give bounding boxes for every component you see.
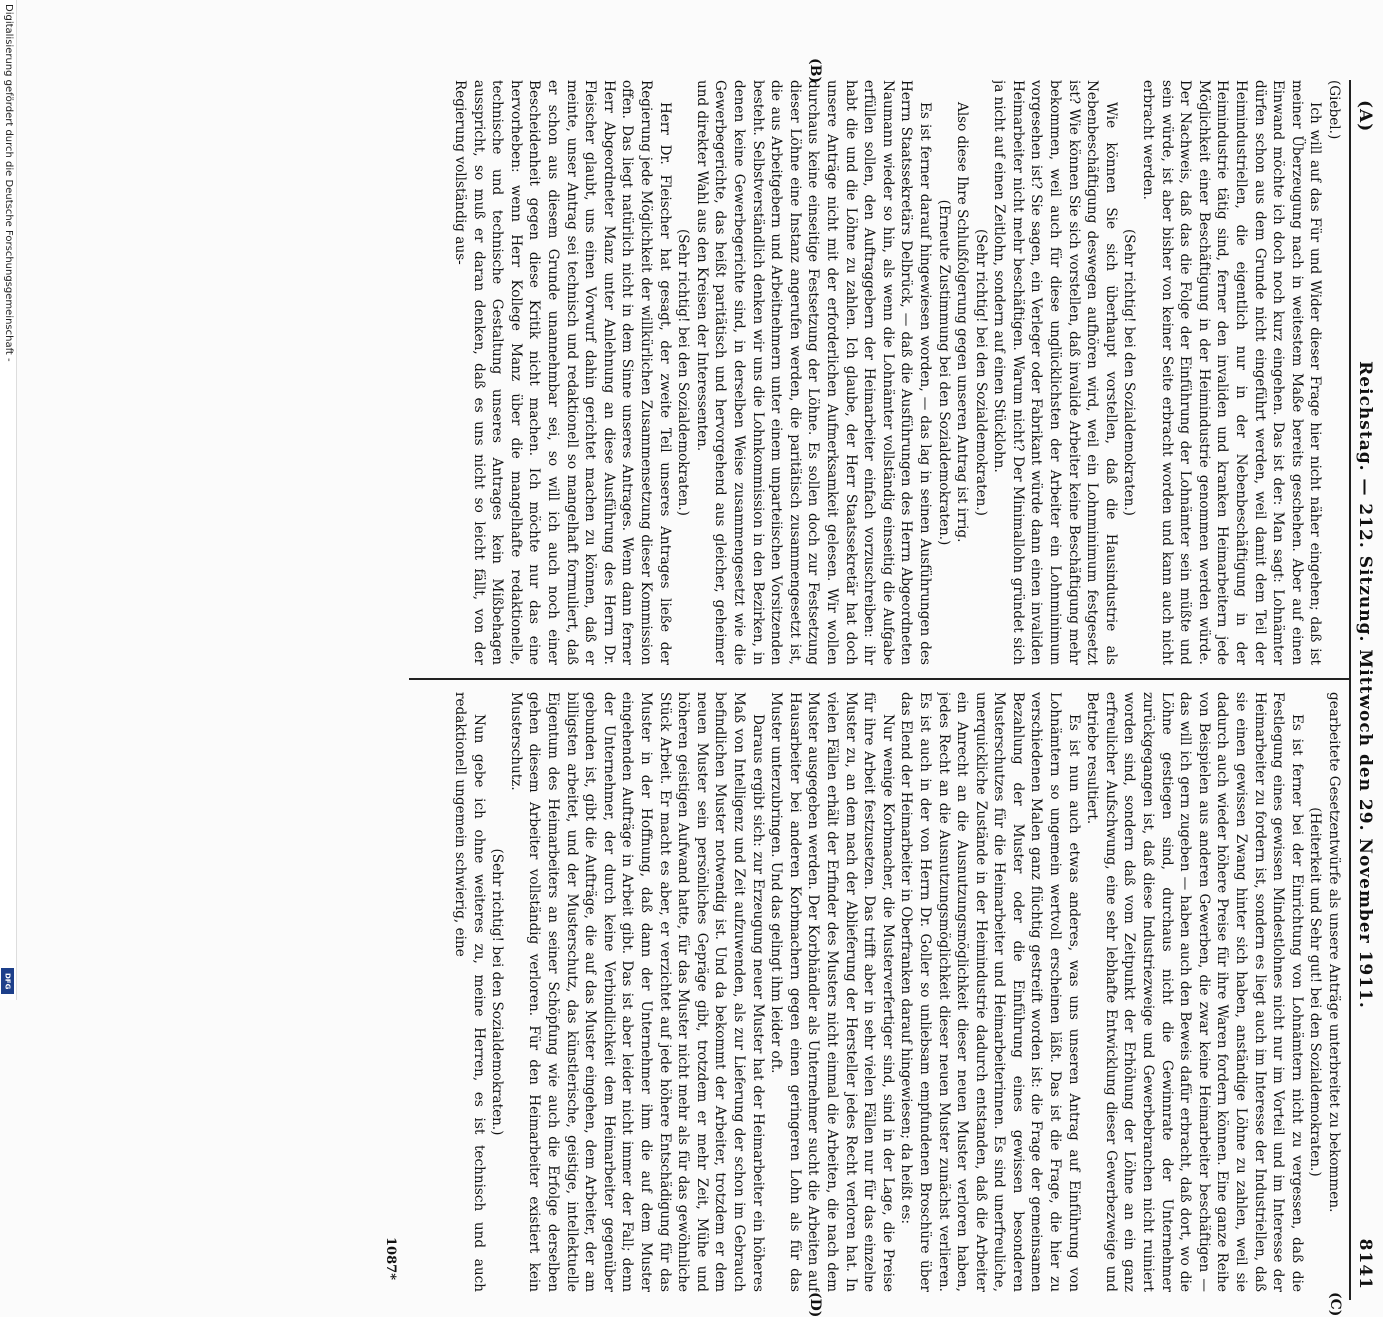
header-title: Reichstag. — 212. Sitzung. Mittwoch den 29. November 1911. <box>1355 361 1375 1009</box>
page-content <box>383 58 1383 1317</box>
column-divider <box>409 678 1349 680</box>
paragraph: Es ist ferner darauf hingewiesen worden, — das lag in seinen Ausführungen des Herrn Staatssekretärs Delbrück, — daß die Ausführungen des Herrn Abgeordneten Naumann wieder so hin, als wenn die Lohnämter vollständig einseitig die Aufgabe erfüllen sollen, den Auftraggebern der Heimarbeiter einfach vorzuschreiben: ihr habt die und die Löhne zu zahlen. Ich glaube, der Herr Staatssekretär hat doch unsere Anträge nicht mit der erforderlichen Aufmerksamkeit gelesen. Wir wollen durchaus keine einseitige Festsetzung der Löhne. Es sollen doch zur Festsetzung dieser Löhne eine Instanz angerufen werden, die paritätisch zusammengesetzt ist, die aus Arbeitgebern und Arbeitnehmern unter einem unparteiischen Vorsitzenden besteht. Selbstverständlich denken wir uns die Lohnkommission in den Bezirken, in denen keine Gewerbegerichte sind, in derselben Weise zusammengesetzt wie die Gewerbegerichte, das heißt paritätisch und hervorgehend aus gleicher, geheimer und direkter Wahl aus den Kreisen der Interessenten. <box>693 80 933 665</box>
paragraph: Wie können Sie sich überhaupt vorstellen, daß die Hausindustrie als Nebenbeschäftigung deswegen aufhören wird, weil ein Lohnminimum festgesetzt ist? Wie können Sie sich vorstellen, daß invalide Arbeiter keine Beschäftigung mehr bekommen, weil auch für diese unglücklichsten der Arbeiter ein Lohnminimum vorgesehen ist? Sie sagen, ein Verleger oder Fabrikant würde dann einen invaliden Heimarbeiter nicht mehr beschäftigen. Warum nicht? Der Minimallohn gründet sich ja nicht auf einen Zeitlohn, sondern auf einen Stücklohn. <box>991 80 1119 665</box>
dfg-logo-icon: DFG <box>1 968 14 994</box>
paragraph: Herr Dr. Fleischer hat gesagt, der zweite Teil unseres Antrages ließe der Regierung jede Möglichkeit der willkürlichen Zusammensetzung dieser Kommission offen. Das liegt natürlich nicht in dem Sinne unseres Antrages. Wenn dann ferner Herr Abgeordneter Manz unter Anlehnung an diese Ausführung des Herrn Dr. Fleischer glaubt, uns einen Vorwurf dahin gerichtet machen zu können, daß er meinte, unser Antrag sei technisch und redaktionell so mangelhaft formuliert, daß er schon aus diesem Grunde unannehmbar sei, so will ich auch noch einer Bescheidenheit gegen diese Kritik nicht machen. Ich möchte nur das eine hervorheben: wenn Herr Kollege Manz über die mangelhafte redaktionelle, technische und technische Gestaltung unseres Antrages kein Mißbehagen ausspricht, so muß er daran denken, daß es uns nicht so leicht fällt, von der Regierung vollständig aus- <box>452 80 673 665</box>
margin-marker-d: (D) <box>807 1292 823 1317</box>
paragraph: Also diese Ihre Schlußfolgerung gegen unseren Antrag ist irrig. <box>954 102 971 543</box>
paragraph: (Sehr richtig! bei den Sozialdemokraten.) <box>1121 229 1138 516</box>
margin-marker-a: (A) <box>1355 100 1375 133</box>
paragraph: Daraus ergibt sich: zur Erzeugung neuer Muster hat der Heimarbeiter ein höheres Maß von Intelligenz und Zeit aufzuwenden, als zur Lieferung der schon im Gebrauch befindlichen Muster notwendig ist. Und da bekommt der Arbeiter, trotzdem er dem neuen Muster sein persönliches Gepräge gibt, trotzdem er mehr Zeit, Mühe und höheren geistigen Aufwand hatte, für das Muster nicht mehr als für das gewöhnliche Stück Arbeit. Er macht es aber, er verzichtet auf jede höhere Entschädigung für das Muster in der Hoffnung, daß dann der Unternehmer ihm die auf dem Muster eingehenden Aufträge in Arbeit gibt. Das ist aber leider nicht immer der Fall; denn der Unternehmer, der durch keine Verbindlichkeit dem Heimarbeiter gegenüber gebunden ist, gibt die Aufträge, die auf das Muster eingehen, dem Arbeiter, der am billigsten arbeitet, und der Musterschutz, das künstlerische, geistige, intellektuelle Eigentum des Heimarbeiters an seiner Schöpfung wie auch die Erfolge derselben gehen diesem Arbeiter vollständig verloren. Für den Heimarbeiter existiert kein Musterschutz. <box>507 692 766 1292</box>
left-column <box>403 80 1343 665</box>
paragraph: gearbeitete Gesetzentwürfe als unsere Anträge unterbreitet zu bekommen. <box>1326 692 1342 1213</box>
paragraph: Es ist ferner bei der Einrichtung von Lohnämtern nicht zu vergessen, daß die Festlegung eines gewissen Mindestlohnes nicht nur im Vorteil und im Interesse der Heimarbeiter zu fordern ist, sondern es liegt auch im Interesse der Industriellen, daß sie einen gewissen Zwang hinter sich haben, anständige Löhne zu zahlen, weil sie dadurch auch wieder höhere Preise für ihre Waren fordern können. Eine ganze Reihe von Beispielen aus anderen Gewerben, die zwar keine Heimarbeiter beschäftigen — das will ich gern zugeben — haben auch den Beweis dafür erbracht, daß dort, wo die Löhne gestiegen sind, durchaus nicht die Gewinnrate der Unternehmer zurückgegangen ist, daß diese Industriezweige und Gewerbebranchen nicht ruiniert worden sind, sondern daß vom Zeitpunkt der Erhöhung der Löhne an ein ganz erfreulicher Aufschwung, eine sehr lebhafte Entwicklung dieser Gewerbezweige und Betriebe resultiert. <box>1084 692 1305 1292</box>
paragraph: (Sehr richtig! bei den Sozialdemokraten.) <box>489 848 506 1136</box>
margin-marker-b: (B) <box>807 58 823 84</box>
page-header <box>1353 60 1375 1310</box>
paragraph: Nur wenige Korbmacher, die Musterverfertiger sind, sind in der Lage, die Preise für ihre Arbeit festzusetzen. Das trifft aber in sehr vielen Fällen nur für das einzelne Muster zu, an dem nach der Ablieferung der Hersteller jedes Recht verloren hat. In vielen Fällen erhält der Erfinder des Musters nicht einmal die Arbeiten, die nach dem Muster ausgegeben werden. Der Korbhändler als Unternehmer sucht die Arbeiten auf Hausarbeiter bei anderen Korbmachern gegen einen geringeren Lohn als für das Muster unterzubringen. Und das gelingt ihm leider oft. <box>768 692 896 1292</box>
page-footer: 1087* <box>383 1237 398 1280</box>
paragraph: (Sehr richtig! bei den Sozialdemokraten.) <box>972 229 989 516</box>
paragraph: (Sehr richtig! bei den Sozialdemokraten.) <box>675 229 692 516</box>
header-rule <box>1349 80 1351 1300</box>
paragraph: Ich will auf das Für und Wider dieser Frage hier nicht näher eingehen; daß ist meiner Überzeugung nach in weitestem Maße bereits geschehen. Aber auf einen Einwand möchte ich doch noch kurz eingehen. Das ist der: Man sagt: Lohnämter dürfen schon aus dem Grunde nicht eingeführt werden, weil damit dem Teil der Heimindustriellen, die eigentlich nur in der Nebenbeschäftigung in der Heimindustrie tätig sind, ferner den invaliden und kranken Heimarbeitern jede Möglichkeit einer Beschäftigung in der Heimindustrie genommen werden würde. Der Nachweis, daß das die Folge der Einführung der Lohnämter sein müßte und sein würde, ist aber bisher von keiner Seite erbracht worden und kann auch nicht erbracht werden. <box>1140 80 1324 665</box>
right-column <box>403 692 1343 1292</box>
margin-marker-c: (C) <box>1327 1292 1343 1317</box>
paragraph: (Heiterkeit und Sehr gut! bei den Sozialdemokraten.) <box>1307 807 1324 1177</box>
paragraph: (Erneute Zustimmung bei den Sozialdemokraten.) <box>935 199 952 546</box>
paragraph: (Giebel.) <box>1326 80 1342 140</box>
paragraph: Es ist nun auch etwas anderes, was uns unseren Antrag auf Einführung von Lohnämtern so ungemein wertvoll erscheinen läßt. Das ist die Frage, die hier zu verschiedenen Malen ganz flüchtig gestreift worden ist: die Frage der gemeinsamen Bezahlung der Muster oder die Einführung eines gewissen besonderen Musterschutzes für die Heimarbeiter und Heimarbeiterinnen. Es sind unerfreuliche, unerquickliche Zustände in der Heimindustrie dadurch entstanden, daß die Arbeiter ein Anrecht an die Ausnutzungsmöglichkeit dieser neuen Muster verloren haben, jedes Recht an die Ausnutzungsmöglichkeit dieser neuen Muster zunächst verlieren. Es ist auch in der von Herrn Dr. Goller so unliebsam empfundenen Broschüre über das Elend der Heimarbeiter in Oberfranken darauf hingewiesen; da heißt es: <box>898 692 1082 1292</box>
digitization-credit: Digitalisierung gefördert durch die Deutsche Forschungsgemeinschaft - <box>3 4 14 362</box>
paragraph: Nun gebe ich ohne weiteres zu, meine Herren, es ist technisch und auch redaktionell ungemein schwierig, eine <box>452 692 487 1292</box>
page-number: 8141 <box>1355 1238 1375 1290</box>
